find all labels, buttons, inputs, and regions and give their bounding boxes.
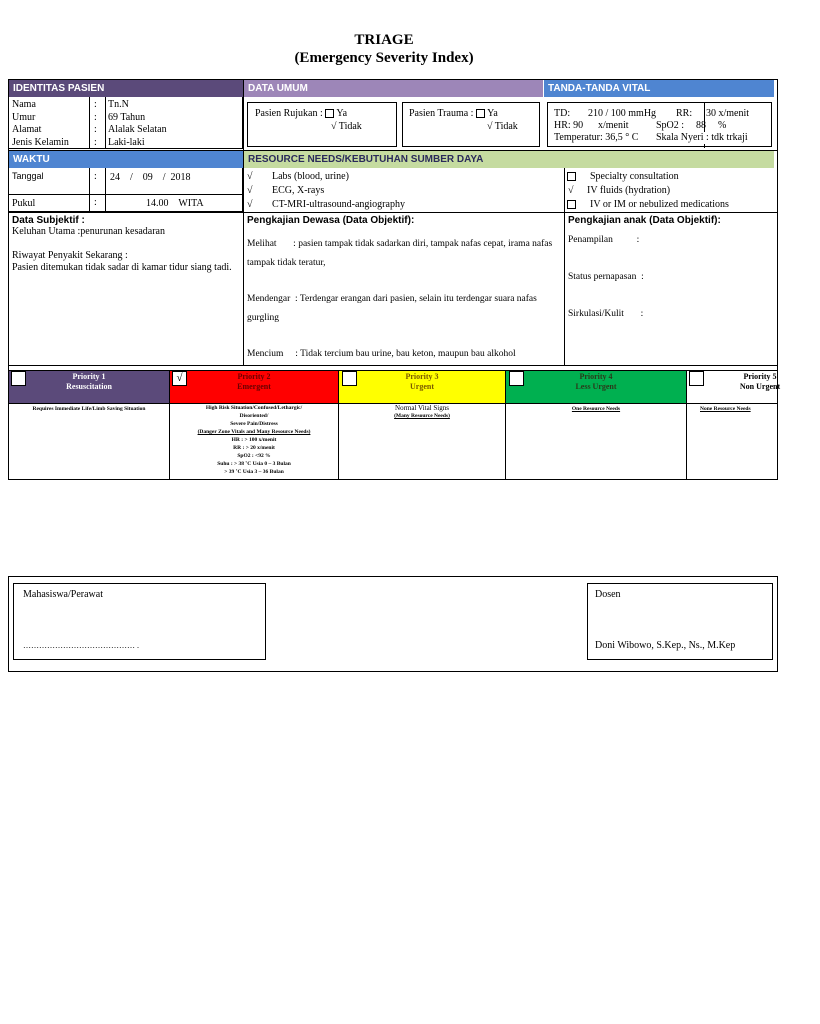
vital-box	[547, 102, 772, 147]
desc-line	[170, 428, 338, 436]
desc-line: RR : > 20 x/menit	[233, 445, 275, 451]
tanggal-label: Tanggal	[12, 171, 44, 181]
priority-2-desc	[170, 404, 338, 476]
desc-underline: None Resource Needs	[700, 406, 751, 412]
jenis-kelamin-value: Laki-laki	[108, 137, 145, 148]
priority-3-desc	[339, 404, 505, 420]
trauma-ya-checkbox[interactable]	[476, 109, 485, 118]
resource-item	[247, 171, 557, 185]
jenis-kelamin-label: Jenis Kelamin	[12, 137, 69, 148]
desc-line: SpO2 : <92 %	[237, 453, 271, 459]
priority-1-desc: Requires Immediate Life/Limb Saving Situation	[32, 406, 146, 412]
tanggal-value: 24 / 09 / 2018	[110, 172, 191, 183]
priority-name: Less Urgent	[575, 382, 617, 391]
desc-underline: (Danger Zone Vitals and Many Resource Needs)	[197, 429, 311, 435]
signature-left-box	[13, 583, 266, 660]
signature-right-name: Doni Wibowo, S.Kep., Ns., M.Kep	[595, 640, 736, 651]
umur-value: 69 Tahun	[108, 112, 146, 123]
pukul-label: Pukul	[12, 198, 36, 209]
td-label: TD:	[554, 108, 571, 119]
priority-title: Priority 2	[237, 372, 271, 381]
rr-label: RR:	[676, 108, 693, 119]
dewasa-heading: Pengkajian Dewasa (Data Objektif):	[247, 215, 415, 226]
priority-title: Priority 4	[579, 372, 613, 381]
signature-right-box	[587, 583, 773, 660]
priority-name: Resuscitation	[66, 382, 112, 391]
resource-item	[567, 171, 772, 185]
melihat-text: Melihat : pasien tampak tidak sadarkan diri, tampak nafas cepat, irama nafas tampak tidak teratur,	[247, 239, 555, 268]
mendengar-text: Mendengar : Terdengar erangan dari pasien, selain itu terdengar suara nafas gurgling	[247, 294, 540, 323]
desc-underline: (Many Resource Needs)	[394, 413, 450, 419]
signature-left-label: Mahasiswa/Perawat	[23, 589, 103, 600]
pernapasan-label: Status pernapasan :	[568, 272, 644, 282]
priority-4-title	[506, 372, 686, 392]
subjektif-section	[12, 215, 240, 274]
resource-check[interactable]: √	[568, 185, 574, 196]
suhu-text: Temperatur: 36,5 ° C	[554, 132, 639, 143]
penampilan-label: Penampilan :	[568, 235, 640, 245]
resource-check[interactable]: √	[247, 171, 253, 182]
page-subtitle: (Emergency Severity Index)	[294, 50, 474, 66]
tanggal-sep: :	[94, 171, 97, 182]
rujukan-ya-label: Ya	[336, 108, 348, 119]
pukul-value: 14.00 WITA	[146, 198, 204, 209]
priority-2-title	[170, 372, 338, 392]
priority-title: Priority 3	[405, 372, 439, 381]
riwayat-text: Pasien ditemukan tidak sadar di kamar tidur siang tadi.	[12, 262, 232, 273]
trauma-box	[402, 102, 540, 147]
trauma-label: Pasien Trauma :	[409, 108, 474, 119]
sirkulasi-label: Sirkulasi/Kulit :	[568, 309, 644, 319]
resource-item	[567, 185, 772, 199]
resource-check[interactable]: √	[247, 185, 253, 196]
anak-heading: Pengkajian anak (Data Objektif):	[568, 215, 721, 226]
resource-label: IV fluids (hydration)	[587, 185, 671, 196]
riwayat-label: Riwayat Penyakit Sekarang :	[12, 250, 128, 261]
nyeri-text: Skala Nyeri : tdk trkaji	[656, 132, 748, 143]
desc-line: High Risk Situation/Confused/Lethargic/	[205, 405, 303, 411]
alamat-value: Alalak Selatan	[108, 124, 167, 135]
priority-2-checkbox[interactable]: √	[172, 371, 187, 386]
nama-sep: :	[94, 99, 97, 110]
signature-left-dots: …………………………………… .	[23, 641, 139, 650]
resource-label: ECG, X-rays	[272, 185, 325, 196]
resource-checkbox[interactable]	[567, 172, 576, 181]
hr-unit: x/menit	[598, 120, 629, 131]
priority-title: Priority 1	[72, 372, 106, 381]
nama-label: Nama	[12, 99, 36, 110]
priority-5-title	[700, 372, 820, 392]
resource-item	[567, 199, 772, 213]
priority-name: Emergent	[237, 382, 271, 391]
td-value: 210 / 100 mmHg	[588, 108, 657, 119]
rujukan-tidak-label: √ Tidak	[331, 121, 362, 132]
resource-check[interactable]: √	[247, 199, 253, 210]
desc-line: Disoriented/	[239, 413, 269, 419]
trauma-ya-label: Ya	[487, 108, 498, 119]
rujukan-label: Pasien Rujukan :	[255, 108, 323, 119]
resource-label: Specialty consultation	[590, 171, 679, 182]
trauma-tidak-label: √ Tidak	[487, 121, 518, 132]
umur-label: Umur	[12, 112, 36, 123]
waktu-table	[9, 168, 243, 212]
spo2-unit: %	[718, 120, 727, 131]
keluhan-utama: Keluhan Utama :penurunan kesadaran	[12, 226, 165, 237]
desc-line: Severe Pain/Distress	[230, 421, 278, 427]
alamat-sep: :	[94, 124, 97, 135]
dewasa-section	[247, 215, 562, 359]
page-title: TRIAGE	[354, 32, 414, 48]
jenis-kelamin-sep: :	[94, 137, 97, 148]
desc-underline: One Resource Needs	[571, 406, 621, 412]
spo2-label: SpO2 :	[656, 120, 685, 131]
mencium-text: Mencium : Tidak tercium bau urine, bau keton, maupun bau alkohol	[247, 349, 516, 359]
umur-sep: :	[94, 112, 97, 123]
priority-1-title	[9, 372, 169, 392]
header-resource: RESOURCE NEEDS/KEBUTUHAN SUMBER DAYA	[244, 151, 774, 168]
desc-line: HR : > 100 x/menit	[231, 437, 277, 443]
alamat-label: Alamat	[12, 124, 42, 135]
priority-3-title	[339, 372, 505, 392]
signature-right-label: Dosen	[595, 589, 621, 600]
rujukan-box	[247, 102, 397, 147]
spo2-value: 88	[696, 120, 706, 131]
subjektif-heading: Data Subjektif :	[12, 215, 85, 226]
resource-left	[247, 171, 557, 213]
nama-value: Tn.N	[108, 99, 129, 110]
resource-item	[247, 199, 557, 213]
desc-line: > 39 ˚C Usia 3 – 36 Bulan	[224, 469, 284, 475]
resource-item	[247, 185, 557, 199]
header-data-umum: DATA UMUM	[244, 80, 543, 97]
rr-value: 30 x/menit	[706, 108, 750, 119]
resource-label: IV or IM or nebulized medications	[590, 199, 729, 210]
resource-label: Labs (blood, urine)	[272, 171, 349, 182]
anak-section	[568, 215, 768, 319]
priority-title: Priority 5	[743, 372, 777, 381]
priority-name: Urgent	[410, 382, 434, 391]
desc-line	[339, 412, 505, 420]
resource-checkbox[interactable]	[567, 200, 576, 209]
identitas-table	[9, 97, 243, 149]
hr-label: HR: 90	[554, 120, 584, 131]
header-identitas: IDENTITAS PASIEN	[9, 80, 243, 97]
priority-4-desc	[506, 405, 686, 413]
resource-label: CT-MRI-ultrasound-angiography	[272, 199, 405, 210]
header-vital: TANDA-TANDA VITAL	[544, 80, 774, 97]
rujukan-ya-checkbox[interactable]	[325, 109, 334, 118]
priority-name: Non Urgent	[739, 382, 781, 391]
desc-line: Normal Vital Signs	[395, 404, 449, 412]
priority-5-desc	[700, 405, 820, 413]
resource-right	[567, 171, 772, 213]
pukul-sep: :	[94, 197, 97, 208]
desc-line: Suhu : > 38 ˚C Usia 0 – 3 Bulan	[217, 461, 291, 467]
header-waktu: WAKTU	[9, 151, 243, 168]
